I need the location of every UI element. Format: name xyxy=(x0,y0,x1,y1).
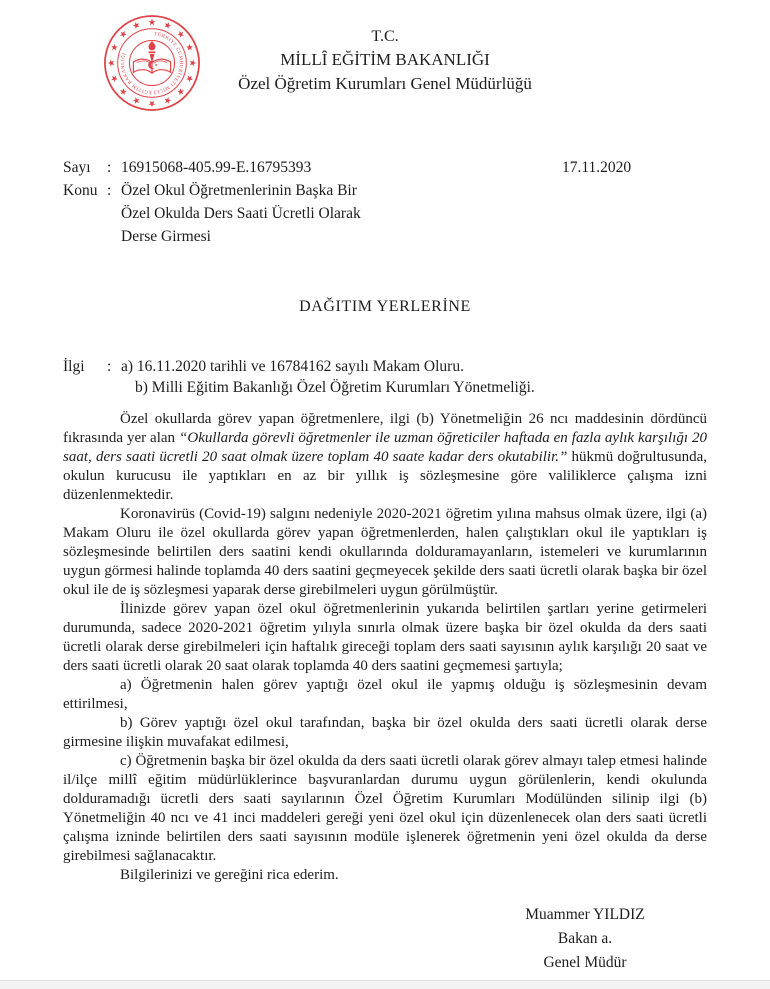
condition-item-c: c) Öğretmenin başka bir özel okulda da ders saati ücretli olarak görev almayı talep etmesi halinde il/ilçe millî eğitim müdürlüklerince başvuranlardan durumu uygun görülenlerin, kendi okulunda dolduramadığı ücretli ders saati sayılarının Özel Öğretim Kurumları Modülünden silinip ilgi (b) Yönetmeliğin 40 ncı ve 41 inci maddeleri gereği yeni özel okul için düzenlenecek olan ders saati ücretli çalışma izninde belirtilen ders saati sayısının modüle işlenerek öğretmenin yeni özel okulda da derse girebilmesi sağlanacaktır. xyxy=(63,753,707,864)
paragraph-1-before-quote: Özel okullarda görev yapan öğretmenlere, ilgi (b) Yönetmeliğin 26 ncı maddesinin dördüncü fıkrasında yer alan xyxy=(63,411,707,446)
closing-line: Bilgilerinizi ve gereğini rica ederim. xyxy=(120,867,339,883)
paragraph-2: Koronavirüs (Covid-19) salgını nedeniyle 2020-2021 öğretim yılına mahsus olmak üzere, ilgi (a) Makam Oluru ile özel okullarda görev yapan öğretmenlerden, halen çalıştıkları okul ile yaptıkları iş sözleşmesinde belirtilen ders saatini kendi okullarında dolduramayanların, istemeleri ve kurumlarının uygun görmesi halinde toplamda 40 ders saatini geçmeyecek şekilde ders saati ücretli olarak başka bir özel okul ile de iş sözleşmesi yaparak derse girebilmeleri uygun görülmüştür. xyxy=(63,506,707,598)
konu-line: Derse Girmesi xyxy=(121,228,211,245)
emblem-torch-book-icon xyxy=(133,41,170,73)
condition-item-a: a) Öğretmenin halen görev yaptığı özel okul ile yapmış olduğu iş sözleşmesinin devam ettirilmesi, xyxy=(63,677,707,712)
sayi-value: 16915068-405.99-E.16795393 xyxy=(121,159,312,176)
header-ministry-name: MİLLÎ EĞİTİM BAKANLIĞI xyxy=(280,50,490,69)
letter-date: 17.11.2020 xyxy=(562,159,632,176)
signature-title-general-director: Genel Müdür xyxy=(543,954,627,971)
ilgi-item-b: b) Milli Eğitim Bakanlığı Özel Öğretim Kurumları Yönetmeliği. xyxy=(135,379,535,396)
page-bottom-edge xyxy=(0,980,770,989)
signature-block xyxy=(470,903,700,975)
condition-item-b: b) Görev yaptığı özel okul tarafından, başka bir özel okulda ders saati ücretli olarak derse girmesine ilişkin muvafakat edilmesi, xyxy=(63,715,707,750)
ilgi-colon: : xyxy=(107,358,112,375)
signature-name: Muammer YILDIZ xyxy=(525,906,645,923)
letter-meta xyxy=(63,156,707,248)
paragraph-1-after-quote: hükmü doğrultusunda, okulun kurucusu ile yaptıkları en az bir yıllık iş sözleşmesine göre valiliklerce çalışma izni düzenlenmektedir. xyxy=(63,449,707,503)
konu-label: Konu xyxy=(63,182,98,199)
sayi-label: Sayı xyxy=(63,159,91,176)
header-republic-abbrev: T.C. xyxy=(371,28,399,45)
ilgi-item-a: a) 16.11.2020 tarihli ve 16784162 sayılı Makam Oluru. xyxy=(121,358,464,375)
sayi-colon: : xyxy=(107,159,112,176)
konu-row xyxy=(63,179,707,248)
letter-body xyxy=(63,410,707,885)
konu-colon: : xyxy=(107,182,112,199)
paragraph-1-regulation-quote: “Okullarda görevli öğretmenler ile uzman öğreticiler haftada en fazla aylık karşılığı 20 saat, ders saati ücretli 20 saat olmak üzere toplam 40 saate kadar ders okutabilir.” xyxy=(63,430,707,465)
meb-ministry-emblem-icon xyxy=(103,14,201,112)
references-block xyxy=(63,356,707,398)
emblem-ring-text: TÜRKİYE CUMHURİYETİ MİLLÎ EĞİTİM BAKANLIĞI xyxy=(121,32,183,94)
ilgi-label: İlgi xyxy=(63,358,85,375)
signature-title-on-behalf: Bakan a. xyxy=(557,930,613,947)
distribution-heading: DAĞITIM YERLERİNE xyxy=(299,298,471,315)
konu-line: Özel Okul Öğretmenlerinin Başka Bir xyxy=(121,182,357,199)
header-directorate-name: Özel Öğretim Kurumları Genel Müdürlüğü xyxy=(238,74,532,93)
letterhead xyxy=(0,0,770,96)
paragraph-3: İlinizde görev yapan özel okul öğretmenlerinin yukarıda belirtilen şartları yerine getirmeleri durumunda, sadece 2020-2021 öğretim yılıyla sınırla olmak üzere başka bir özel okulda da ders saati ücretli olarak derse girebilmeleri için haftalık gireceği toplam ders saati sayısının aylık karşılığı 20 saat ve ders saati ücretli olarak 20 saat olarak toplamda 40 ders saatini geçmemesi şartıyla; xyxy=(63,601,707,674)
paragraph-1 xyxy=(63,410,707,505)
konu-line: Özel Okulda Ders Saati Ücretli Olarak xyxy=(121,205,361,222)
